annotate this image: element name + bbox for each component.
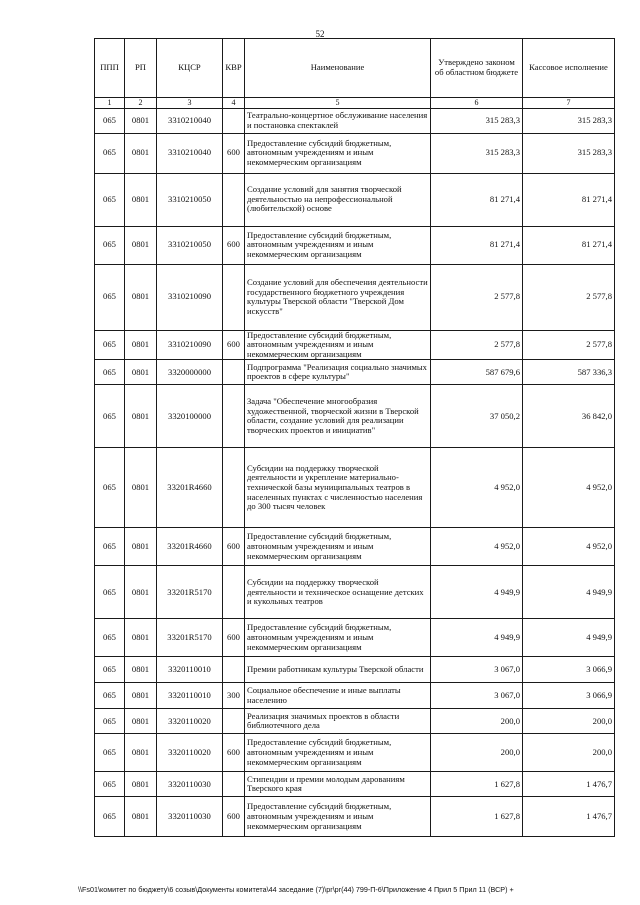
cell-rp: 0801 <box>125 448 157 528</box>
cell-executed: 36 842,0 <box>523 385 615 448</box>
header-rp: РП <box>125 39 157 98</box>
cell-ppp: 065 <box>95 566 125 619</box>
table-row <box>95 133 615 173</box>
cell-rp: 0801 <box>125 173 157 226</box>
cell-kvr <box>223 264 245 330</box>
cell-ppp: 065 <box>95 528 125 566</box>
cell-approved: 1 627,8 <box>431 772 523 797</box>
cell-approved: 4 949,9 <box>431 619 523 657</box>
table-row <box>95 566 615 619</box>
cell-name: Предоставление субсидий бюджетным, автономным учреждениям и иным некоммерческим организациям <box>245 619 431 657</box>
cell-name: Субсидии на поддержку творческой деятельности и укрепление материально-технической базы муниципальных театров в населенных пунктах с численностью населения до 300 тысяч человек <box>245 448 431 528</box>
table-row <box>95 709 615 734</box>
cell-kvr: 600 <box>223 330 245 360</box>
cell-approved: 81 271,4 <box>431 173 523 226</box>
cell-ppp: 065 <box>95 385 125 448</box>
cell-kcsr: 3320000000 <box>157 360 223 385</box>
cell-kcsr: 3310210090 <box>157 264 223 330</box>
cell-approved: 4 949,9 <box>431 566 523 619</box>
table-row <box>95 657 615 683</box>
cell-kvr <box>223 173 245 226</box>
cell-approved: 1 627,8 <box>431 797 523 837</box>
cell-ppp: 065 <box>95 264 125 330</box>
cell-kcsr: 33201R5170 <box>157 566 223 619</box>
cell-rp: 0801 <box>125 734 157 772</box>
table-row <box>95 173 615 226</box>
cell-executed: 81 271,4 <box>523 226 615 264</box>
cell-name: Создание условий для занятия творческой деятельностью на непрофессиональной (любительской) основе <box>245 173 431 226</box>
cell-executed: 315 283,3 <box>523 133 615 173</box>
cell-kcsr: 3320110010 <box>157 657 223 683</box>
cell-name: Задача "Обеспечение многообразия художественной, творческой жизни в Тверской области, создание условий для реализации творческих проектов и инициатив" <box>245 385 431 448</box>
cell-kvr: 600 <box>223 734 245 772</box>
cell-ppp: 065 <box>95 360 125 385</box>
cell-ppp: 065 <box>95 772 125 797</box>
cell-executed: 4 949,9 <box>523 619 615 657</box>
table-row <box>95 264 615 330</box>
cell-kvr: 600 <box>223 528 245 566</box>
table-row <box>95 226 615 264</box>
cell-name: Социальное обеспечение и иные выплаты населению <box>245 683 431 709</box>
cell-kvr: 600 <box>223 133 245 173</box>
cell-name: Предоставление субсидий бюджетным, автономным учреждениям и иным некоммерческим организациям <box>245 528 431 566</box>
cell-name: Предоставление субсидий бюджетным, автономным учреждениям и иным некоммерческим организациям <box>245 226 431 264</box>
cell-ppp: 065 <box>95 797 125 837</box>
table-row <box>95 448 615 528</box>
cell-ppp: 065 <box>95 619 125 657</box>
table-row <box>95 619 615 657</box>
table-row <box>95 330 615 360</box>
cell-approved: 37 050,2 <box>431 385 523 448</box>
cell-ppp: 065 <box>95 226 125 264</box>
column-number: 2 <box>125 98 157 109</box>
cell-kvr: 600 <box>223 226 245 264</box>
cell-ppp: 065 <box>95 657 125 683</box>
cell-name: Предоставление субсидий бюджетным, автономным учреждениям и иным некоммерческим организациям <box>245 797 431 837</box>
cell-approved: 200,0 <box>431 709 523 734</box>
cell-executed: 2 577,8 <box>523 330 615 360</box>
cell-kcsr: 3320100000 <box>157 385 223 448</box>
cell-kvr <box>223 448 245 528</box>
column-number: 1 <box>95 98 125 109</box>
cell-executed: 4 952,0 <box>523 528 615 566</box>
cell-executed: 587 336,3 <box>523 360 615 385</box>
cell-approved: 2 577,8 <box>431 330 523 360</box>
header-kvr: КВР <box>223 39 245 98</box>
column-number: 6 <box>431 98 523 109</box>
cell-approved: 315 283,3 <box>431 133 523 173</box>
cell-name: Предоставление субсидий бюджетным, автономным учреждениям и иным некоммерческим организациям <box>245 133 431 173</box>
cell-rp: 0801 <box>125 528 157 566</box>
table-row <box>95 385 615 448</box>
cell-approved: 200,0 <box>431 734 523 772</box>
cell-executed: 4 949,9 <box>523 566 615 619</box>
cell-kcsr: 3320110020 <box>157 734 223 772</box>
cell-name: Подпрограмма "Реализация социально значимых проектов в сфере культуры" <box>245 360 431 385</box>
cell-rp: 0801 <box>125 385 157 448</box>
cell-kcsr: 33201R4660 <box>157 448 223 528</box>
cell-rp: 0801 <box>125 330 157 360</box>
cell-approved: 81 271,4 <box>431 226 523 264</box>
column-number: 3 <box>157 98 223 109</box>
cell-rp: 0801 <box>125 619 157 657</box>
page-number: 52 <box>315 29 325 39</box>
cell-rp: 0801 <box>125 566 157 619</box>
cell-executed: 315 283,3 <box>523 108 615 133</box>
table-row <box>95 528 615 566</box>
cell-rp: 0801 <box>125 133 157 173</box>
cell-kvr: 600 <box>223 797 245 837</box>
footer-file-path: \\Fs01\комитет по бюджету\6 созыв\Документы комитета\44 заседание (7)\pr\pr(44) 799-П-6\Приложение 4 Прил 5 Прил 11 (ВСР) + <box>78 885 514 894</box>
table-row <box>95 108 615 133</box>
header-name: Наименование <box>245 39 431 98</box>
cell-kvr <box>223 657 245 683</box>
cell-approved: 2 577,8 <box>431 264 523 330</box>
cell-rp: 0801 <box>125 683 157 709</box>
column-number-row <box>95 98 615 109</box>
cell-kcsr: 33201R4660 <box>157 528 223 566</box>
cell-rp: 0801 <box>125 709 157 734</box>
cell-kcsr: 3310210050 <box>157 173 223 226</box>
cell-kcsr: 3310210050 <box>157 226 223 264</box>
cell-rp: 0801 <box>125 108 157 133</box>
header-executed: Кассовое исполнение <box>523 39 615 98</box>
cell-rp: 0801 <box>125 226 157 264</box>
header-ppp: ППП <box>95 39 125 98</box>
cell-name: Стипендии и премии молодым дарованиям Тверского края <box>245 772 431 797</box>
cell-executed: 3 066,9 <box>523 683 615 709</box>
cell-name: Премии работникам культуры Тверской области <box>245 657 431 683</box>
column-number: 7 <box>523 98 615 109</box>
column-number: 5 <box>245 98 431 109</box>
table-row <box>95 772 615 797</box>
cell-name: Театрально-концертное обслуживание населения и постановка спектаклей <box>245 108 431 133</box>
cell-ppp: 065 <box>95 108 125 133</box>
cell-ppp: 065 <box>95 734 125 772</box>
table-row <box>95 734 615 772</box>
cell-kvr <box>223 108 245 133</box>
cell-kvr <box>223 385 245 448</box>
cell-ppp: 065 <box>95 133 125 173</box>
header-approved: Утверждено законом об областном бюджете <box>431 39 523 98</box>
cell-executed: 1 476,7 <box>523 797 615 837</box>
cell-name: Создание условий для обеспечения деятельности государственного бюджетного учреждения культуры Тверской области "Тверской Дом искусств" <box>245 264 431 330</box>
header-row <box>95 39 615 98</box>
cell-kvr <box>223 772 245 797</box>
cell-approved: 4 952,0 <box>431 448 523 528</box>
cell-approved: 4 952,0 <box>431 528 523 566</box>
table-row <box>95 797 615 837</box>
cell-kcsr: 33201R5170 <box>157 619 223 657</box>
cell-kcsr: 3310210040 <box>157 133 223 173</box>
table-body <box>95 108 615 837</box>
cell-kcsr: 3310210040 <box>157 108 223 133</box>
cell-approved: 587 679,6 <box>431 360 523 385</box>
cell-kvr: 600 <box>223 619 245 657</box>
cell-ppp: 065 <box>95 448 125 528</box>
cell-executed: 2 577,8 <box>523 264 615 330</box>
cell-executed: 200,0 <box>523 734 615 772</box>
cell-executed: 1 476,7 <box>523 772 615 797</box>
cell-kvr <box>223 709 245 734</box>
cell-executed: 81 271,4 <box>523 173 615 226</box>
cell-kcsr: 3320110030 <box>157 772 223 797</box>
cell-kvr <box>223 360 245 385</box>
column-number: 4 <box>223 98 245 109</box>
table-row <box>95 683 615 709</box>
cell-ppp: 065 <box>95 683 125 709</box>
cell-rp: 0801 <box>125 797 157 837</box>
cell-kvr <box>223 566 245 619</box>
cell-rp: 0801 <box>125 264 157 330</box>
cell-name: Предоставление субсидий бюджетным, автономным учреждениям и иным некоммерческим организациям <box>245 330 431 360</box>
cell-name: Субсидии на поддержку творческой деятельности и техническое оснащение детских и кукольных театров <box>245 566 431 619</box>
cell-executed: 200,0 <box>523 709 615 734</box>
cell-kcsr: 3320110030 <box>157 797 223 837</box>
cell-kcsr: 3320110020 <box>157 709 223 734</box>
cell-rp: 0801 <box>125 772 157 797</box>
cell-rp: 0801 <box>125 657 157 683</box>
cell-approved: 3 067,0 <box>431 683 523 709</box>
header-kcsr: КЦСР <box>157 39 223 98</box>
budget-table <box>94 38 615 837</box>
cell-ppp: 065 <box>95 173 125 226</box>
cell-approved: 315 283,3 <box>431 108 523 133</box>
cell-ppp: 065 <box>95 330 125 360</box>
cell-rp: 0801 <box>125 360 157 385</box>
cell-approved: 3 067,0 <box>431 657 523 683</box>
cell-executed: 3 066,9 <box>523 657 615 683</box>
cell-name: Реализация значимых проектов в области библиотечного дела <box>245 709 431 734</box>
cell-kcsr: 3320110010 <box>157 683 223 709</box>
cell-kvr: 300 <box>223 683 245 709</box>
table-row <box>95 360 615 385</box>
cell-executed: 4 952,0 <box>523 448 615 528</box>
cell-ppp: 065 <box>95 709 125 734</box>
cell-kcsr: 3310210090 <box>157 330 223 360</box>
cell-name: Предоставление субсидий бюджетным, автономным учреждениям и иным некоммерческим организациям <box>245 734 431 772</box>
